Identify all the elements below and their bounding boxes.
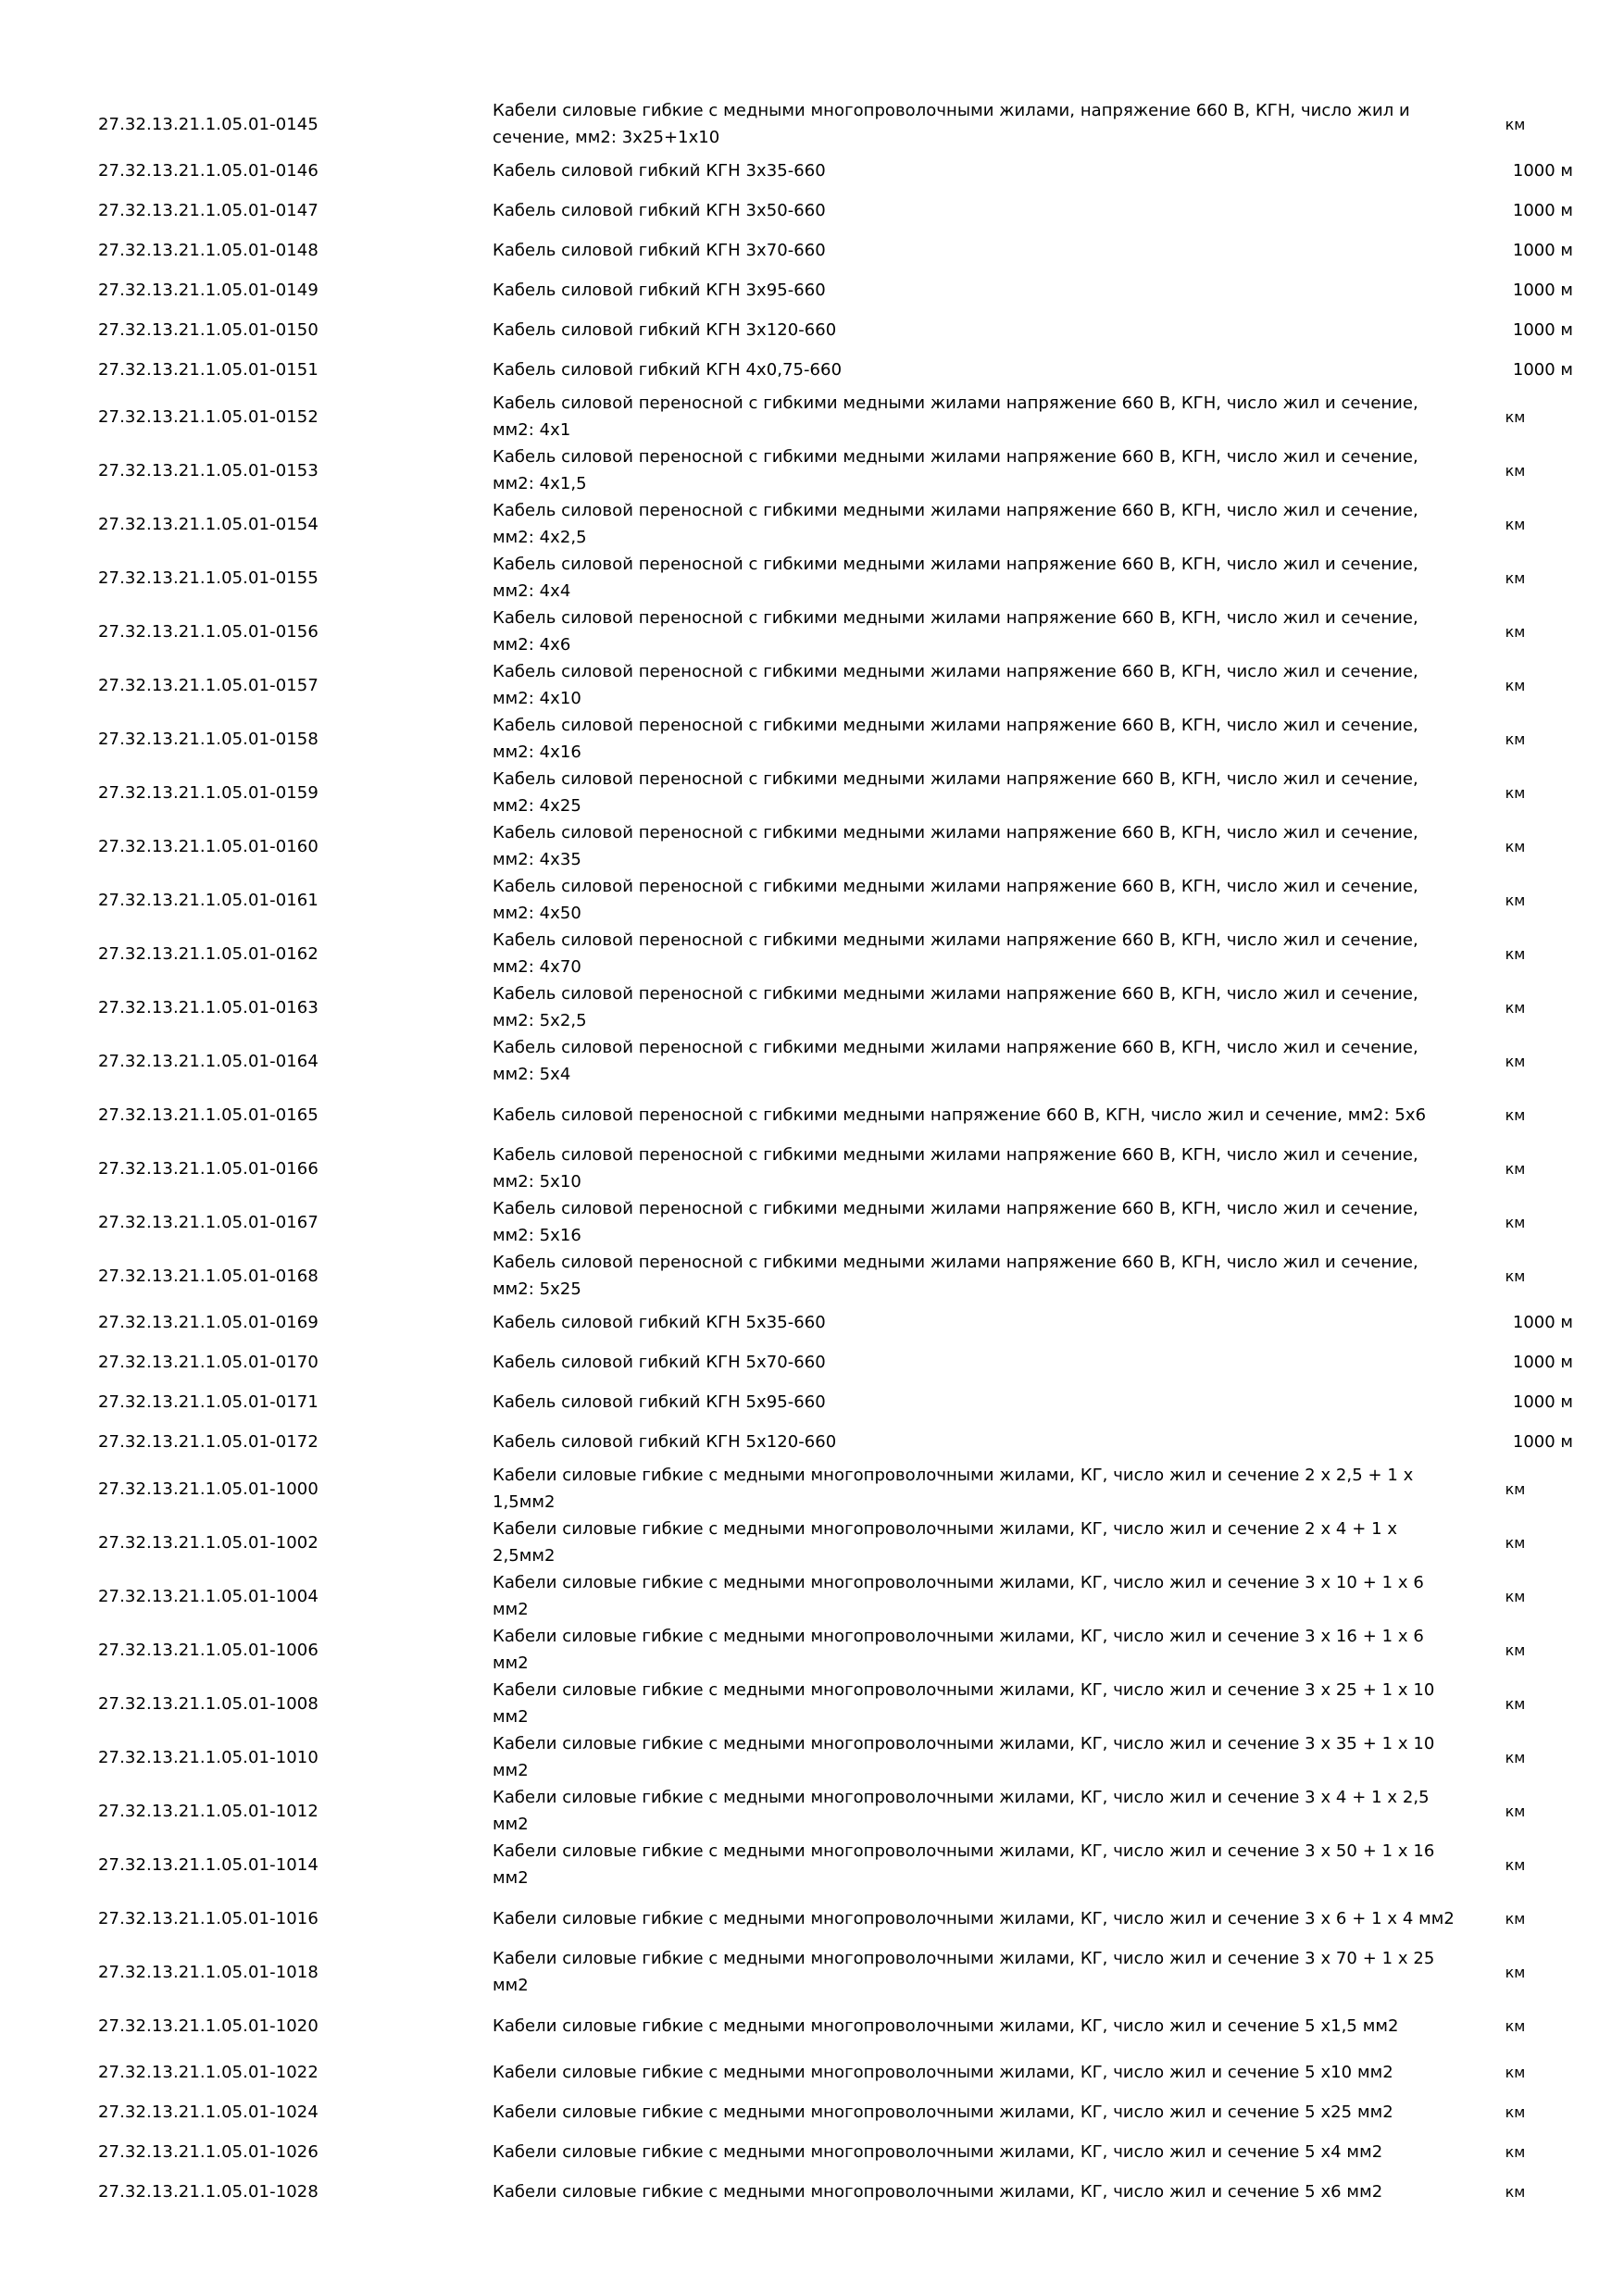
row-code: 27.32.13.21.1.05.01-1004	[98, 1586, 319, 1606]
row-unit: км	[1505, 1213, 1526, 1231]
row-code: 27.32.13.21.1.05.01-0171	[98, 1392, 319, 1412]
row-code: 27.32.13.21.1.05.01-0162	[98, 943, 319, 964]
row-name: Кабель силовой переносной с гибкими медными жилами напряжение 660 В, КГН, число жил и сечение, мм2: 4х16	[493, 716, 1418, 762]
row-name: Кабель силовой гибкий КГН 3х95-660	[493, 281, 826, 300]
row-code: 27.32.13.21.1.05.01-0170	[98, 1353, 319, 1372]
row-name: Кабели силовые гибкие с медными многопроволочными жилами, КГ, число жил и сечение 3 х 10 + 1 х 6 мм2	[493, 1573, 1424, 1619]
row-unit: км	[1505, 730, 1526, 748]
table-row	[98, 97, 1580, 151]
row-name: Кабель силовой гибкий КГН 5х95-660	[493, 1392, 826, 1412]
table-row	[98, 1034, 1580, 1088]
row-unit: км	[1505, 676, 1526, 694]
row-code: 27.32.13.21.1.05.01-0158	[98, 729, 319, 749]
row-unit: км	[1505, 2016, 1526, 2035]
row-unit: км	[1505, 2064, 1526, 2081]
row-unit: км	[1505, 622, 1526, 641]
row-unit: км	[1505, 1533, 1526, 1552]
row-unit: 1000 м	[1512, 320, 1573, 340]
table-row	[98, 310, 1580, 350]
row-unit: км	[1505, 891, 1526, 909]
row-code: 27.32.13.21.1.05.01-1000	[98, 1479, 319, 1499]
row-unit: 1000 м	[1512, 1392, 1573, 1412]
row-name: Кабель силовой переносной с гибкими медными жилами напряжение 660 В, КГН, число жил и сечение, мм2: 4х25	[493, 769, 1418, 816]
table-row	[98, 1462, 1580, 1516]
table-row	[98, 1945, 1580, 1999]
table-row	[98, 2132, 1580, 2172]
row-unit: 1000 м	[1512, 1313, 1573, 1332]
row-unit: км	[1505, 2183, 1526, 2201]
table-row	[98, 1195, 1580, 1249]
row-unit: км	[1505, 783, 1526, 802]
row-code: 27.32.13.21.1.05.01-0157	[98, 675, 319, 695]
row-name: Кабели силовые гибкие с медными многопроволочными жилами, КГ, число жил и сечение 5 х4 мм2	[493, 2142, 1383, 2162]
row-code: 27.32.13.21.1.05.01-1002	[98, 1532, 319, 1553]
row-name: Кабель силовой переносной с гибкими медными жилами напряжение 660 В, КГН, число жил и сечение, мм2: 5х25	[493, 1253, 1418, 1299]
row-name: Кабель силовой гибкий КГН 3х50-660	[493, 201, 826, 220]
row-name: Кабель силовой переносной с гибкими медными жилами напряжение 660 В, КГН, число жил и сечение, мм2: 4х6	[493, 608, 1418, 655]
table-row	[98, 231, 1580, 270]
row-unit: км	[1505, 1748, 1526, 1766]
table-row	[98, 1422, 1580, 1462]
row-name: Кабель силовой переносной с гибкими медными жилами напряжение 660 В, КГН, число жил и сечение, мм2: 4х35	[493, 823, 1418, 869]
row-code: 27.32.13.21.1.05.01-0151	[98, 360, 319, 380]
table-row	[98, 350, 1580, 390]
materials-table	[98, 97, 1580, 2212]
table-row	[98, 1088, 1580, 1142]
row-name: Кабель силовой переносной с гибкими медными жилами напряжение 660 В, КГН, число жил и сечение, мм2: 4х1	[493, 393, 1418, 440]
row-name: Кабели силовые гибкие с медными многопроволочными жилами, КГ, число жил и сечение 2 х 2,5 + 1 х 1,5мм2	[493, 1466, 1414, 1512]
table-row	[98, 270, 1580, 310]
row-unit: км	[1505, 461, 1526, 480]
row-name: Кабель силовой гибкий КГН 5х35-660	[493, 1313, 826, 1332]
row-unit: 1000 м	[1512, 201, 1573, 220]
row-name: Кабель силовой переносной с гибкими медными жилами напряжение 660 В, КГН, число жил и сечение, мм2: 4х4	[493, 555, 1418, 601]
row-name: Кабель силовой переносной с гибкими медными жилами напряжение 660 В, КГН, число жил и сечение, мм2: 4х2,5	[493, 501, 1418, 547]
table-row	[98, 766, 1580, 819]
table-row	[98, 2053, 1580, 2092]
row-name: Кабель силовой переносной с гибкими медными жилами напряжение 660 В, КГН, число жил и сечение, мм2: 5х2,5	[493, 984, 1418, 1030]
row-code: 27.32.13.21.1.05.01-0156	[98, 621, 319, 642]
row-unit: км	[1505, 1963, 1526, 1981]
row-name: Кабель силовой гибкий КГН 3х120-660	[493, 320, 837, 340]
row-unit: 1000 м	[1512, 1432, 1573, 1452]
table-row	[98, 1142, 1580, 1195]
row-unit: км	[1505, 407, 1526, 426]
row-code: 27.32.13.21.1.05.01-0169	[98, 1313, 319, 1332]
row-name: Кабель силовой гибкий КГН 5х120-660	[493, 1432, 837, 1452]
table-row	[98, 390, 1580, 443]
row-unit: км	[1505, 1105, 1526, 1124]
table-row	[98, 1569, 1580, 1623]
row-code: 27.32.13.21.1.05.01-0147	[98, 201, 319, 220]
table-row	[98, 551, 1580, 605]
row-code: 27.32.13.21.1.05.01-0146	[98, 161, 319, 181]
row-name: Кабели силовые гибкие с медными многопроволочными жилами, КГ, число жил и сечение 5 х1,5 мм2	[493, 2015, 1399, 2036]
table-row	[98, 1623, 1580, 1677]
row-name: Кабели силовые гибкие с медными многопроволочными жилами, КГ, число жил и сечение 5 х25 мм2	[493, 2103, 1393, 2122]
row-unit: км	[1505, 2143, 1526, 2161]
row-unit: км	[1505, 1641, 1526, 1659]
table-row	[98, 1730, 1580, 1784]
row-unit: 1000 м	[1512, 241, 1573, 260]
row-name: Кабели силовые гибкие с медными многопроволочными жилами, КГ, число жил и сечение 5 х10 мм2	[493, 2063, 1393, 2082]
row-unit: 1000 м	[1512, 360, 1573, 380]
row-unit: км	[1505, 568, 1526, 587]
row-code: 27.32.13.21.1.05.01-1012	[98, 1801, 319, 1821]
row-name: Кабель силовой переносной с гибкими медными жилами напряжение 660 В, КГН, число жил и сечение, мм2: 5х10	[493, 1145, 1418, 1192]
row-name: Кабели силовые гибкие с медными многопроволочными жилами, КГ, число жил и сечение 3 х 16 + 1 х 6 мм2	[493, 1627, 1424, 1673]
row-name: Кабель силовой переносной с гибкими медными жилами напряжение 660 В, КГН, число жил и сечение, мм2: 4х50	[493, 877, 1418, 923]
row-name: Кабели силовые гибкие с медными многопроволочными жилами, КГ, число жил и сечение 3 х 50 + 1 х 16 мм2	[493, 1841, 1435, 1888]
row-name: Кабели силовые гибкие с медными многопроволочными жилами, КГ, число жил и сечение 5 х6 мм2	[493, 2182, 1383, 2202]
row-name: Кабель силовой гибкий КГН 4х0,75-660	[493, 360, 843, 380]
row-code: 27.32.13.21.1.05.01-1006	[98, 1640, 319, 1660]
table-row	[98, 1342, 1580, 1382]
table-row	[98, 605, 1580, 658]
row-code: 27.32.13.21.1.05.01-0166	[98, 1158, 319, 1179]
row-unit: км	[1505, 1267, 1526, 1285]
row-unit: км	[1505, 515, 1526, 533]
row-unit: км	[1505, 944, 1526, 963]
row-name: Кабели силовые гибкие с медными многопроволочными жилами, КГ, число жил и сечение 3 х 35 + 1 х 10 мм2	[493, 1734, 1435, 1780]
row-code: 27.32.13.21.1.05.01-0152	[98, 406, 319, 427]
row-code: 27.32.13.21.1.05.01-0172	[98, 1432, 319, 1452]
table-row	[98, 443, 1580, 497]
row-code: 27.32.13.21.1.05.01-0159	[98, 782, 319, 803]
row-code: 27.32.13.21.1.05.01-1010	[98, 1747, 319, 1767]
row-unit: км	[1505, 1909, 1526, 1928]
table-row	[98, 1303, 1580, 1342]
row-code: 27.32.13.21.1.05.01-0164	[98, 1051, 319, 1071]
table-row	[98, 1382, 1580, 1422]
table-row	[98, 497, 1580, 551]
row-code: 27.32.13.21.1.05.01-1020	[98, 2015, 319, 2036]
table-row	[98, 2092, 1580, 2132]
row-code: 27.32.13.21.1.05.01-0155	[98, 568, 319, 588]
row-name: Кабель силовой гибкий КГН 3х70-660	[493, 241, 826, 260]
row-code: 27.32.13.21.1.05.01-1018	[98, 1962, 319, 1982]
row-name: Кабель силовой переносной с гибкими медными жилами напряжение 660 В, КГН, число жил и сечение, мм2: 4х1,5	[493, 447, 1418, 493]
row-unit: 1000 м	[1512, 1353, 1573, 1372]
row-unit: км	[1505, 837, 1526, 855]
row-code: 27.32.13.21.1.05.01-1024	[98, 2103, 319, 2122]
row-code: 27.32.13.21.1.05.01-0161	[98, 890, 319, 910]
row-code: 27.32.13.21.1.05.01-1014	[98, 1854, 319, 1875]
row-code: 27.32.13.21.1.05.01-1016	[98, 1908, 319, 1928]
row-name: Кабель силовой переносной с гибкими медными жилами напряжение 660 В, КГН, число жил и сечение, мм2: 5х16	[493, 1199, 1418, 1245]
row-unit: 1000 м	[1512, 161, 1573, 181]
row-unit: км	[1505, 1159, 1526, 1178]
row-code: 27.32.13.21.1.05.01-0167	[98, 1212, 319, 1232]
row-unit: км	[1505, 1479, 1526, 1498]
row-name: Кабель силовой переносной с гибкими медными жилами напряжение 660 В, КГН, число жил и сечение, мм2: 5х4	[493, 1038, 1418, 1084]
row-unit: км	[1505, 1802, 1526, 1820]
row-code: 27.32.13.21.1.05.01-0160	[98, 836, 319, 856]
row-name: Кабели силовые гибкие с медными многопроволочными жилами, КГ, число жил и сечение 3 х 6 + 1 х 4 мм2	[493, 1908, 1455, 1928]
row-unit: км	[1505, 2103, 1526, 2121]
row-name: Кабели силовые гибкие с медными многопроволочными жилами, напряжение 660 В, КГН, число жил и сечение, мм2: 3х25+1х10	[493, 101, 1410, 147]
table-row	[98, 819, 1580, 873]
row-name: Кабели силовые гибкие с медными многопроволочными жилами, КГ, число жил и сечение 3 х 70 + 1 х 25 мм2	[493, 1949, 1435, 1995]
row-name: Кабели силовые гибкие с медными многопроволочными жилами, КГ, число жил и сечение 3 х 25 + 1 х 10 мм2	[493, 1680, 1435, 1727]
table-row	[98, 712, 1580, 766]
row-code: 27.32.13.21.1.05.01-1026	[98, 2142, 319, 2162]
table-row	[98, 1784, 1580, 1838]
table-row	[98, 191, 1580, 231]
row-name: Кабель силовой переносной с гибкими медными жилами напряжение 660 В, КГН, число жил и сечение, мм2: 4х70	[493, 930, 1418, 977]
row-name: Кабель силовой переносной с гибкими медными жилами напряжение 660 В, КГН, число жил и сечение, мм2: 4х10	[493, 662, 1418, 708]
row-code: 27.32.13.21.1.05.01-0163	[98, 997, 319, 1017]
table-row	[98, 151, 1580, 191]
table-row	[98, 927, 1580, 980]
row-name: Кабель силовой гибкий КГН 5х70-660	[493, 1353, 826, 1372]
table-row	[98, 873, 1580, 927]
row-unit: км	[1505, 1694, 1526, 1713]
row-unit: 1000 м	[1512, 281, 1573, 300]
row-name: Кабель силовой гибкий КГН 3х35-660	[493, 161, 826, 181]
row-name: Кабели силовые гибкие с медными многопроволочными жилами, КГ, число жил и сечение 2 х 4 + 1 х 2,5мм2	[493, 1519, 1398, 1566]
row-code: 27.32.13.21.1.05.01-0149	[98, 281, 319, 300]
row-code: 27.32.13.21.1.05.01-0165	[98, 1104, 319, 1125]
table-row	[98, 1891, 1580, 1945]
row-code: 27.32.13.21.1.05.01-0154	[98, 514, 319, 534]
row-unit: км	[1505, 115, 1526, 133]
table-row	[98, 1999, 1580, 2053]
row-code: 27.32.13.21.1.05.01-1028	[98, 2182, 319, 2202]
table-row	[98, 1838, 1580, 1891]
table-row	[98, 2172, 1580, 2212]
table-row	[98, 1677, 1580, 1730]
row-unit: км	[1505, 1052, 1526, 1070]
table-row	[98, 658, 1580, 712]
row-name: Кабели силовые гибкие с медными многопроволочными жилами, КГ, число жил и сечение 3 х 4 + 1 х 2,5 мм2	[493, 1788, 1430, 1834]
row-code: 27.32.13.21.1.05.01-0168	[98, 1266, 319, 1286]
row-unit: км	[1505, 1587, 1526, 1605]
row-code: 27.32.13.21.1.05.01-0150	[98, 320, 319, 340]
row-code: 27.32.13.21.1.05.01-0153	[98, 460, 319, 480]
row-code: 27.32.13.21.1.05.01-0145	[98, 114, 319, 134]
row-code: 27.32.13.21.1.05.01-0148	[98, 241, 319, 260]
row-name: Кабель силовой переносной с гибкими медными напряжение 660 В, КГН, число жил и сечение, мм2: 5х6	[493, 1104, 1427, 1125]
row-code: 27.32.13.21.1.05.01-1008	[98, 1693, 319, 1714]
row-unit: км	[1505, 998, 1526, 1017]
table-row	[98, 980, 1580, 1034]
row-unit: км	[1505, 1855, 1526, 1874]
table-row	[98, 1516, 1580, 1569]
table-row	[98, 1249, 1580, 1303]
row-code: 27.32.13.21.1.05.01-1022	[98, 2063, 319, 2082]
